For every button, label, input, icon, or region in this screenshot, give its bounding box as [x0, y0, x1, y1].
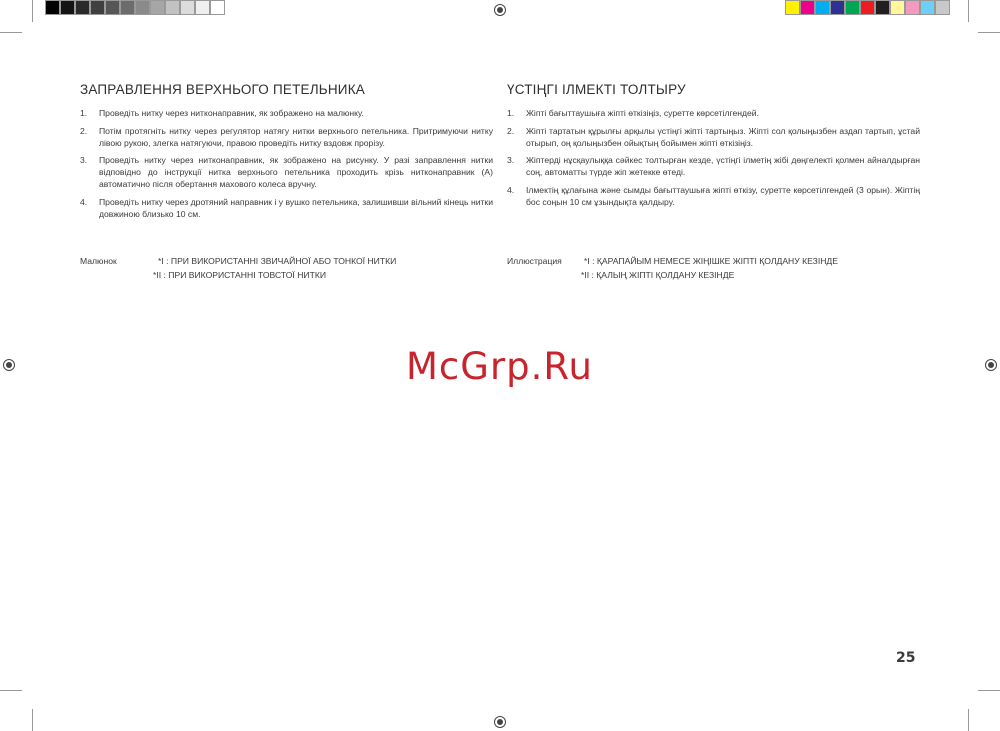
- color-swatch: [60, 0, 75, 15]
- left-title: ЗАПРАВЛЕННЯ ВЕРХНЬОГО ПЕТЕЛЬНИКА: [80, 82, 365, 97]
- crop-mark: [32, 709, 33, 731]
- right-column: [507, 82, 920, 213]
- crop-mark: [968, 0, 969, 22]
- left-steps: [80, 107, 493, 220]
- color-swatch: [105, 0, 120, 15]
- gray-swatch-bar: [45, 0, 225, 16]
- list-item: 1. Проведіть нитку через нитконаправник, як зображено на малюнку.: [80, 108, 364, 118]
- color-swatch: [135, 0, 150, 15]
- legend-line: *I : ПРИ ВИКОРИСТАННІ ЗВИЧАЙНОЇ АБО ТОНКОЇ НИТКИ: [158, 256, 397, 266]
- color-swatch: [800, 0, 815, 15]
- color-swatch: [195, 0, 210, 15]
- color-swatch-bar: [785, 0, 950, 16]
- color-swatch: [815, 0, 830, 15]
- color-swatch: [165, 0, 180, 15]
- color-swatch: [150, 0, 165, 15]
- list-item: 1. Жіпті бағыттаушыға жіпті өткізіңіз, суретте көрсетілгендей.: [507, 108, 759, 118]
- list-item: 2. Потім протягніть нитку через регулятор натягу нитки верхнього петельника. Притримуючи нитку лівою рукою, злегка натягуючи, правою проведіть нитку вздовж прорізу.: [80, 125, 493, 148]
- color-swatch: [905, 0, 920, 15]
- color-swatch: [90, 0, 105, 15]
- legend-label: Иллюстрация: [507, 256, 562, 266]
- left-legend: [80, 254, 500, 284]
- right-legend: [507, 254, 927, 284]
- color-swatch: [75, 0, 90, 15]
- color-swatch: [45, 0, 60, 15]
- list-item: 3. Проведіть нитку через нитконаправник, як зображено на рисунку. У разі заправлення нитки відповідно до інструкції нитка верхнього петельника проходить крізь нитконаправник (А) автоматично після обертання махового колеса вручну.: [80, 155, 493, 189]
- legend-line: *II : ПРИ ВИКОРИСТАННІ ТОВСТОЇ НИТКИ: [153, 270, 327, 280]
- right-title: ҮСТІҢГІ ІЛМЕКТІ ТОЛТЫРУ: [507, 82, 686, 97]
- legend-line: *I : ҚАРАПАЙЫМ НЕМЕСЕ ЖІҢІШКЕ ЖІПТІ ҚОЛДАНУ КЕЗІНДЕ: [584, 256, 838, 266]
- color-swatch: [935, 0, 950, 15]
- color-swatch: [210, 0, 225, 15]
- list-item: 4. Проведіть нитку через дротяний направник і у вушко петельника, залишивши вільний кінець нитки довжиною близько 10 см.: [80, 196, 493, 219]
- list-item: 4. Ілмектің құлағына және сымды бағыттаушыға жіпті өткізу, суретте көрсетілгендей (3 орын). Жіптің бос соңын 10 см ұзындықта қалдыру.: [507, 184, 920, 207]
- crop-mark: [978, 32, 1000, 33]
- registration-mark-icon: [3, 359, 15, 371]
- legend-label: Малюнок: [80, 256, 117, 266]
- list-item: 3. Жіптерді нұсқаулыққа сәйкес толтырған кезде, үстіңгі ілметің жібі дөңгелекті қолмен айналдырған соң, автоматты түрде жіп жетекке өтеді.: [507, 155, 920, 177]
- color-swatch: [860, 0, 875, 15]
- color-swatch: [785, 0, 800, 15]
- crop-mark: [978, 690, 1000, 691]
- color-swatch: [845, 0, 860, 15]
- color-swatch: [875, 0, 890, 15]
- color-swatch: [120, 0, 135, 15]
- color-swatch: [890, 0, 905, 15]
- right-steps: [507, 107, 920, 208]
- crop-mark: [0, 32, 22, 33]
- registration-mark-icon: [985, 359, 997, 371]
- crop-mark: [0, 690, 22, 691]
- list-item: 2. Жіпті тартатын құрылғы арқылы үстіңгі жіпті тартыңыз. Жіпті сол қолыңызбен аздап тартып, ұстай отырып, оң қолыңызбен ойықтың бойымен жіпті өткізіңіз.: [507, 125, 920, 148]
- color-swatch: [180, 0, 195, 15]
- watermark: McGrp.Ru: [406, 345, 593, 388]
- color-swatch: [920, 0, 935, 15]
- crop-mark: [968, 709, 969, 731]
- page-number: 25: [896, 650, 916, 666]
- left-column: [80, 82, 493, 225]
- registration-mark-icon: [494, 4, 506, 16]
- color-swatch: [830, 0, 845, 15]
- registration-mark-icon: [494, 716, 506, 728]
- legend-line: *II : ҚАЛЫҢ ЖІПТІ ҚОЛДАНУ КЕЗІНДЕ: [581, 270, 735, 280]
- crop-mark: [32, 0, 33, 22]
